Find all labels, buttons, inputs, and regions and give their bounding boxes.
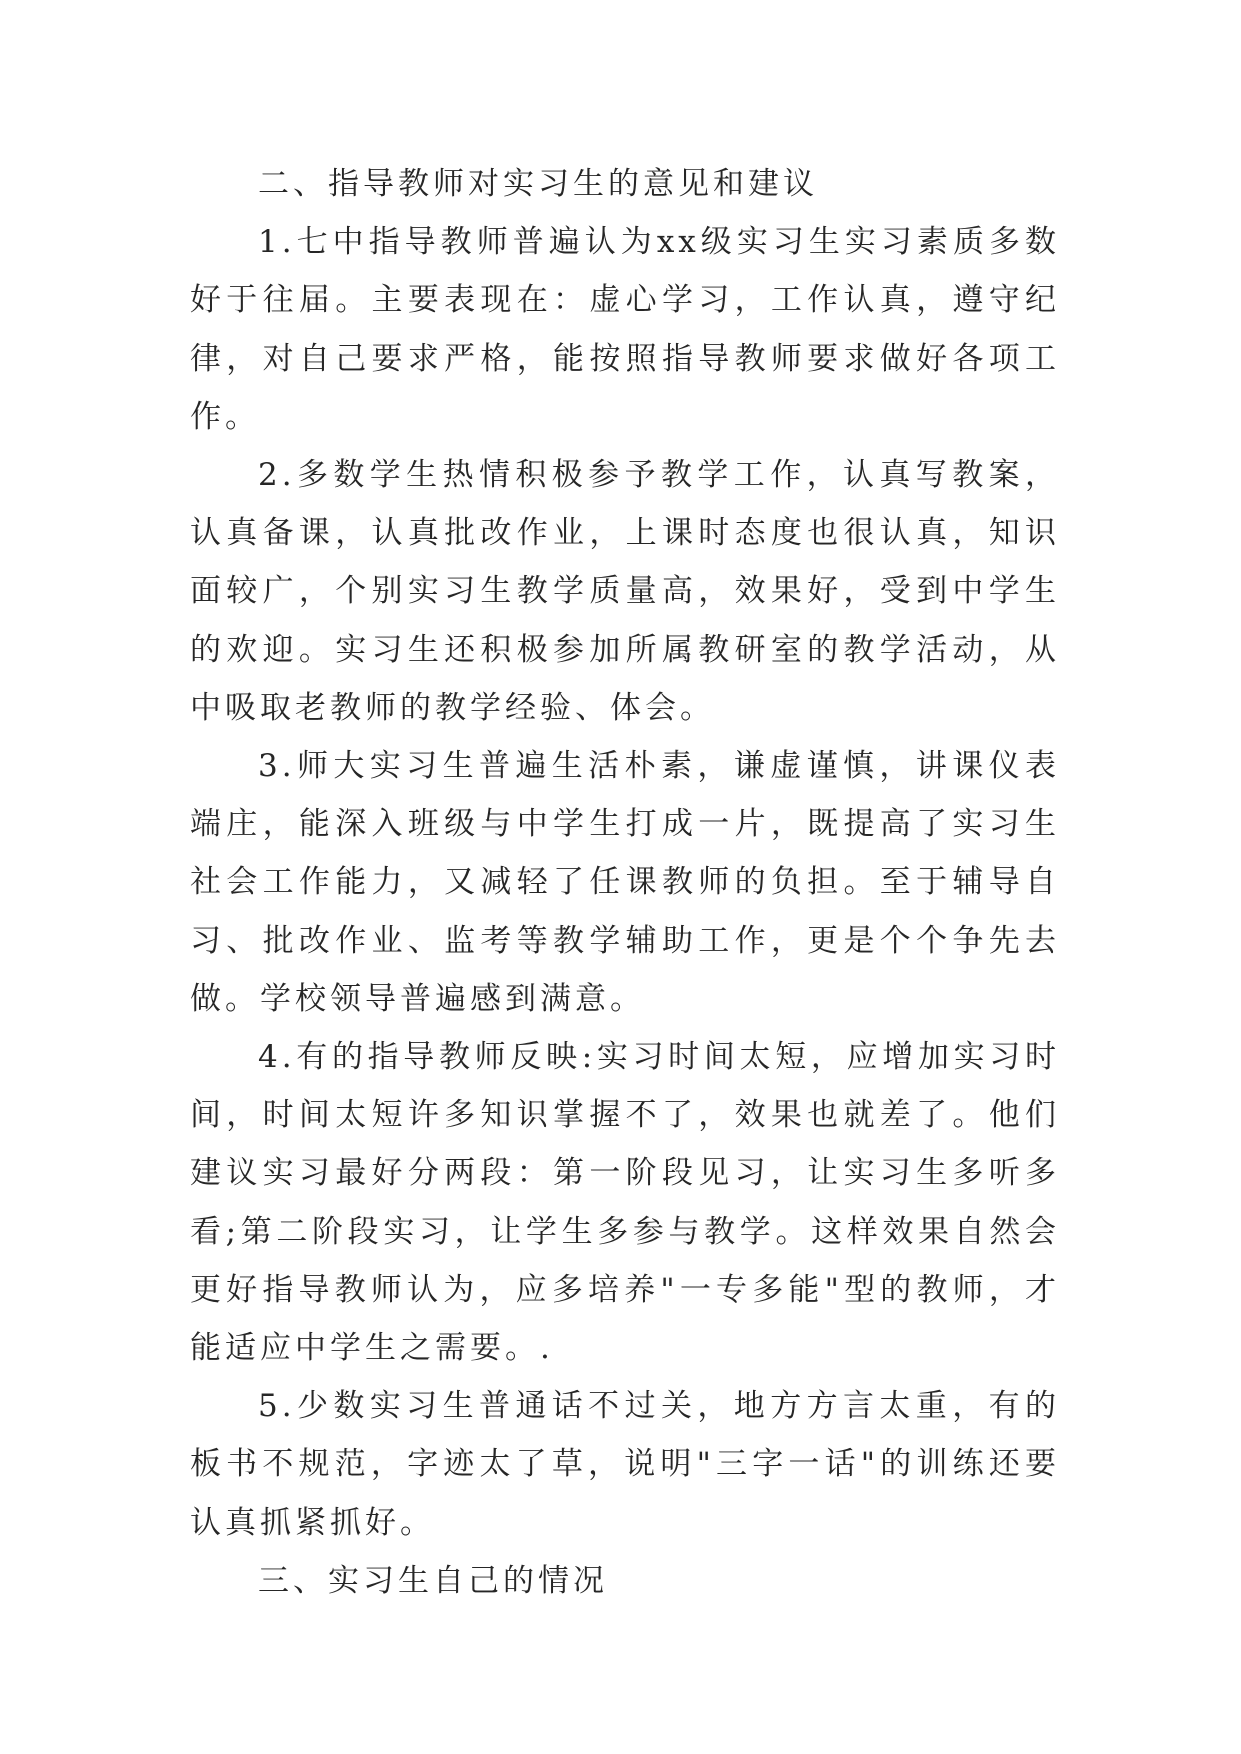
paragraph-item-5: 5.少数实习生普通话不过关，地方方言太重，有的板书不规范，字迹太了草，说明"三字一话"的训练还要认真抓紧抓好。 bbox=[190, 1388, 1060, 1541]
section-heading-2: 二、指导教师对实习生的意见和建议 bbox=[258, 166, 818, 202]
paragraph-item-3: 3.师大实习生普遍生活朴素，谦虚谨慎，讲课仪表端庄，能深入班级与中学生打成一片，既提高了实习生社会工作能力，又减轻了任课教师的负担。至于辅导自习、批改作业、监考等教学辅助工作，更是个个争先去做。学校领导普遍感到满意。 bbox=[190, 748, 1060, 1017]
section-heading-3: 三、实习生自己的情况 bbox=[258, 1562, 608, 1599]
paragraph-item-4: 4.有的指导教师反映:实习时间太短，应增加实习时间，时间太短许多知识掌握不了，效果也就差了。他们建议实习最好分两段：第一阶段见习，让实习生多听多看;第二阶段实习，让学生多参与教学。这样效果自然会更好指导教师认为，应多培养"一专多能"型的教师，才能适应中学生之需要。. bbox=[190, 1039, 1060, 1367]
paragraph-item-1: 1.七中指导教师普遍认为xx级实习生实习素质多数好于往届。主要表现在：虚心学习，工作认真，遵守纪律，对自己要求严格，能按照指导教师要求做好各项工作。 bbox=[190, 224, 1060, 435]
paragraph-item-2: 2.多数学生热情积极参予教学工作，认真写教案，认真备课，认真批改作业，上课时态度也很认真，知识面较广，个别实习生教学质量高，效果好，受到中学生的欢迎。实习生还积极参加所属教研室的教学活动，从中吸取老教师的教学经验、体会。 bbox=[190, 457, 1060, 726]
document-body bbox=[190, 155, 1060, 1610]
